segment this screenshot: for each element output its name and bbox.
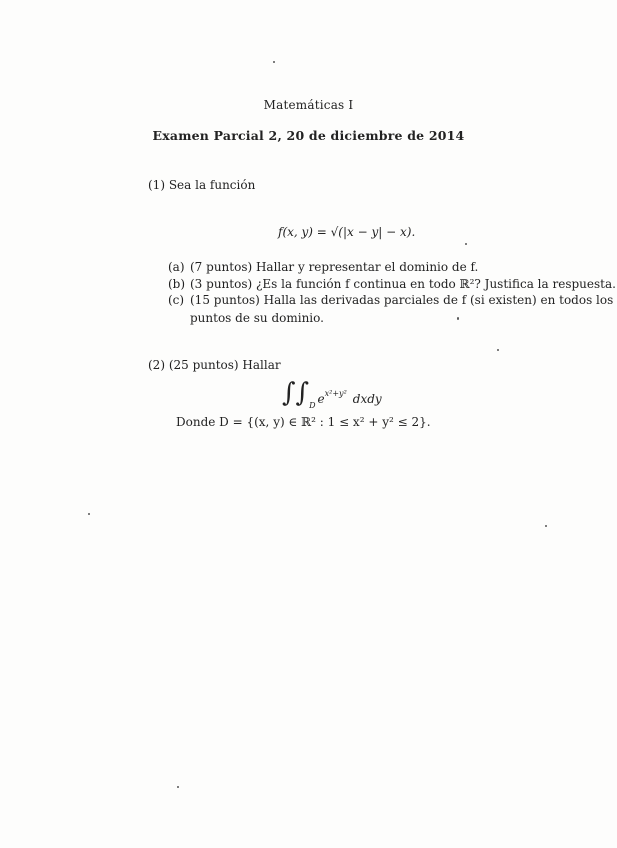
- question-1-item-a: [168, 260, 478, 274]
- question-1-item-c: [168, 293, 613, 307]
- item-marker: (b): [168, 277, 186, 291]
- integrand-base: e: [317, 392, 325, 406]
- question-1-formula: f(x, y) = √(|x − y| − x).: [278, 225, 416, 239]
- scan-speck: [177, 786, 179, 788]
- question-1-intro: (1) Sea la función: [148, 178, 256, 192]
- integral-region: D: [309, 401, 316, 410]
- course-title: Matemáticas I: [263, 98, 354, 112]
- scan-speck: [457, 317, 459, 320]
- item-text: (15 puntos) Halla las derivadas parciales de f (si existen) en todos los: [190, 293, 614, 307]
- scan-speck: [273, 61, 275, 63]
- exam-title: Examen Parcial 2, 20 de diciembre de 2014: [152, 128, 465, 143]
- scan-speck: [465, 243, 467, 245]
- question-2-intro: (2) (25 puntos) Hallar: [148, 358, 281, 372]
- item-marker: (a): [168, 260, 185, 274]
- question-2-integral: [282, 378, 382, 410]
- question-1-item-c-continuation: puntos de su dominio.: [190, 311, 324, 325]
- item-text: (7 puntos) Hallar y representar el dominio de f.: [190, 260, 479, 274]
- question-1-item-b: [168, 277, 616, 291]
- item-marker: (c): [168, 293, 185, 307]
- item-text: (3 puntos) ¿Es la función f continua en todo ℝ²? Justifica la respuesta.: [190, 277, 616, 291]
- integrand-exponent: x²+y²: [324, 389, 347, 398]
- integral-differential: dxdy: [352, 392, 382, 406]
- question-2-domain: Donde D = {(x, y) ∈ ℝ² : 1 ≤ x² + y² ≤ 2}.: [176, 415, 431, 429]
- scan-speck: [497, 349, 499, 351]
- scan-speck: [88, 513, 90, 515]
- scan-speck: [545, 525, 547, 527]
- double-integral-sign: ∫∫: [282, 378, 310, 408]
